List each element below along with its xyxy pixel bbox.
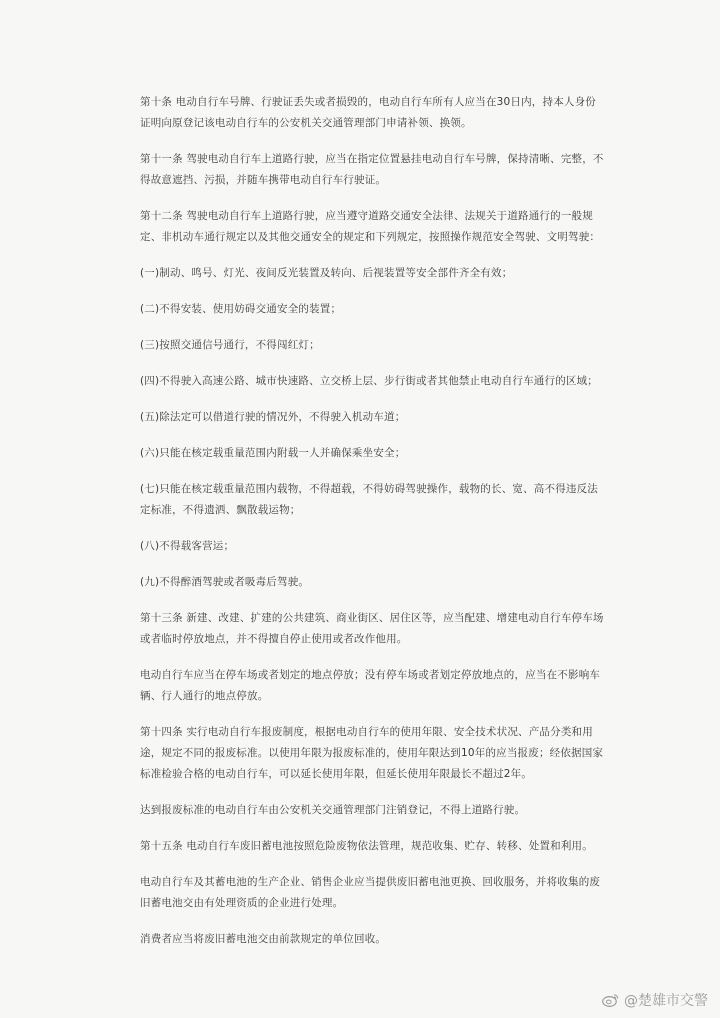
paragraph: 电动自行车应当在停车场或者划定的地点停放；没有停车场或者划定停放地点的，应当在不影响车辆、行人通行的地点停放。 <box>140 669 601 702</box>
paragraph: 第十五条 电动自行车废旧蓄电池按照危险废物依法管理，规范收集、贮存、转移、处置和利用。 <box>140 840 593 852</box>
weibo-icon <box>602 992 620 1008</box>
paragraph: 第十三条 新建、改建、扩建的公共建筑、商业街区、居住区等，应当配建、增建电动自行车停车场或者临时停放地点，并不得擅自停止使用或者改作他用。 <box>140 612 604 645</box>
paragraph: (三)按照交通信号通行，不得闯红灯； <box>140 339 320 351</box>
paragraph: (六)只能在核定载重量范围内附载一人并确保乘坐安全； <box>140 447 406 459</box>
watermark <box>602 990 708 1010</box>
paragraph: (二)不得安装、使用妨碍交通安全的装置； <box>140 303 342 315</box>
paragraph: (七)只能在核定载重量范围内载物，不得超载，不得妨碍驾驶操作，载物的长、宽、高不得违反法定标准，不得遗洒、飘散载运物； <box>140 483 598 516</box>
paragraph: (九)不得醉酒驾驶或者吸毒后驾驶。 <box>140 576 310 588</box>
paragraph: 达到报废标准的电动自行车由公安机关交通管理部门注销登记，不得上道路行驶。 <box>140 804 526 816</box>
paragraph: 第十条 电动自行车号牌、行驶证丢失或者损毁的，电动自行车所有人应当在30日内，持本人身份证明向原登记该电动自行车的公安机关交通管理部门申请补领、换领。 <box>140 96 596 129</box>
paragraph: (八)不得载客营运； <box>140 540 235 552</box>
paragraph: 第十四条 实行电动自行车报废制度，根据电动自行车的使用年限、安全技术状况、产品分类和用途，规定不同的报废标准。以使用年限为报废标准的，使用年限达到10年的应当报废；经依据国家标准检验合格的电动自行车，可以延长使用年限，但延长使用年限最长不超过2年。 <box>140 726 604 780</box>
paragraph: 第十一条 驾驶电动自行车上道路行驶，应当在指定位置悬挂电动自行车号牌，保持清晰、完整，不得故意遮挡、污损，并随车携带电动自行车行驶证。 <box>140 153 604 186</box>
paragraph: (五)除法定可以借道行驶的情况外，不得驶入机动车道； <box>140 411 406 423</box>
paragraph: 第十二条 驾驶电动自行车上道路行驶，应当遵守道路交通安全法律、法规关于道路通行的一般规定、非机动车通行规定以及其他交通安全的规定和下列规定，按照操作规范安全驾驶、文明驾驶： <box>140 210 601 243</box>
paragraph: (四)不得驶入高速公路、城市快速路、立交桥上层、步行街或者其他禁止电动自行车通行的区域； <box>140 375 598 387</box>
paragraph: (一)制动、鸣号、灯光、夜间反光装置及转向、后视装置等安全部件齐全有效； <box>140 267 513 279</box>
watermark-text: @楚雄市交警 <box>624 993 708 1009</box>
paragraph: 电动自行车及其蓄电池的生产企业、销售企业应当提供废旧蓄电池更换、回收服务，并将收集的废旧蓄电池交由有处理资质的企业进行处理。 <box>140 876 601 909</box>
document-body <box>140 92 605 950</box>
paragraph: 消费者应当将废旧蓄电池交由前款规定的单位回收。 <box>140 933 387 945</box>
